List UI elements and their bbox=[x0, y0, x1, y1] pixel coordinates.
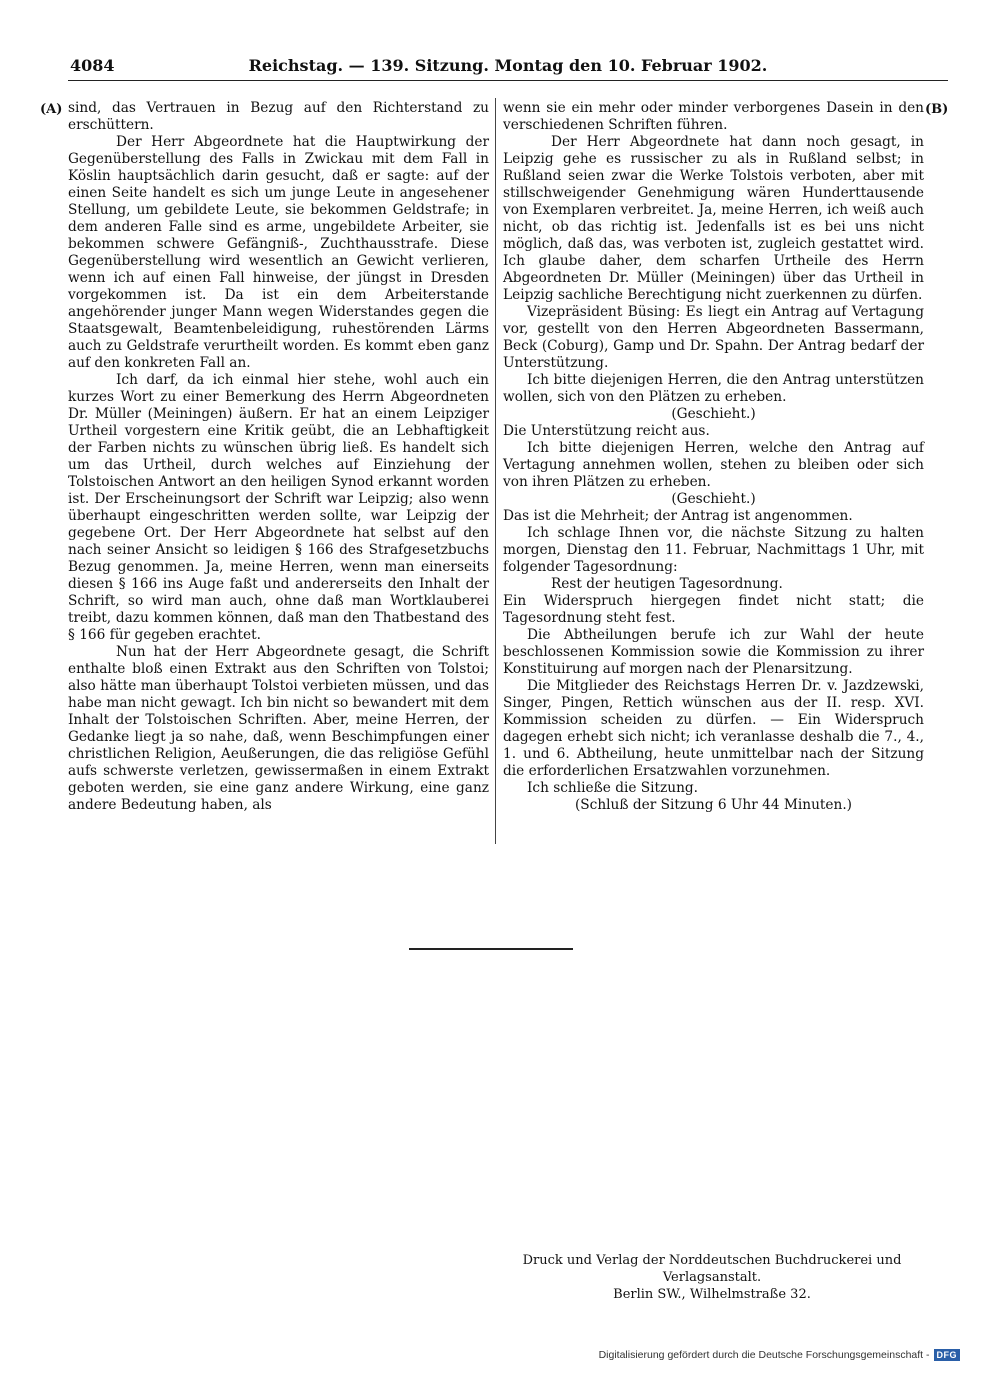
paragraph: Das ist die Mehrheit; der Antrag ist angenommen. bbox=[503, 508, 853, 524]
header-rule bbox=[68, 80, 948, 81]
digitization-credit bbox=[599, 1349, 960, 1361]
paragraph: Die Mitglieder des Reichstags Herren Dr. v. Jazdzewski, Singer, Pingen, Rettich wünschen aus der II. resp. XVI. Kommission scheiden zu dürfen. — Ein Widerspruch dagegen erhebt sich nicht; ich veranlasse deshalb die 7., 4., 1. und 6. Abtheilung, heute unmittelbar nach der Sitzung die erforderlichen Ersatzwahlen vorzunehmen. bbox=[503, 678, 924, 779]
paragraph: Die Abtheilungen berufe ich zur Wahl der heute beschlossenen Kommission sowie die Kommission zu ihrer Konstituirung auf morgen nach der Plenarsitzung. bbox=[503, 627, 924, 677]
paragraph: wenn sie ein mehr oder minder verborgenes Dasein in den verschiedenen Schriften führen. bbox=[503, 100, 924, 133]
paragraph: Der Herr Abgeordnete hat die Hauptwirkung der Gegenüberstellung des Falls in Zwickau mit dem Fall in Köslin hauptsächlich darin gesucht, daß er sagte: auf der einen Seite handelt es sich um junge Leute in angesehener Stellung, um gebildete Leute, sie bekommen Geldstrafe; in dem anderen Falle sind es arme, ungebildete Arbeiter, sie bekommen schwere Gefängniß-, Zuchthausstrafe. Diese Gegenüberstellung wird wesentlich an Gewicht verlieren, wenn ich auf einen Fall hinweise, der jüngst in Dresden vorgekommen ist. Da ist ein dem Arbeiterstande angehörender junger Mann wegen Widerstandes gegen die Staatsgewalt, Beamtenbeleidigung, ruhestörenden Lärms auch zu Geldstrafe verurtheilt worden. Es kommt eben ganz auf den konkreten Fall an. bbox=[68, 134, 489, 371]
paragraph: Ich bitte diejenigen Herren, die den Antrag unterstützen wollen, sich von den Plätzen zu erheben. bbox=[503, 372, 924, 405]
closing-note: (Schluß der Sitzung 6 Uhr 44 Minuten.) bbox=[574, 797, 853, 813]
credit-text: Digitalisierung gefördert durch die Deutsche Forschungsgemeinschaft - bbox=[598, 1349, 930, 1361]
running-title: Reichstag. — 139. Sitzung. Montag den 10. Februar 1902. bbox=[248, 56, 768, 75]
paragraph: Vizepräsident Büsing: Es liegt ein Antrag auf Vertagung vor, gestellt von den Herren Abgeordneten Bassermann, Beck (Coburg), Gamp und Dr. Spahn. Der Antrag bedarf der Unterstützung. bbox=[503, 304, 924, 371]
stage-direction: (Geschieht.) bbox=[671, 491, 756, 507]
end-rule bbox=[409, 948, 573, 950]
page-number: 4084 bbox=[70, 56, 115, 75]
paragraph: Nun hat der Herr Abgeordnete gesagt, die Schrift enthalte bloß einen Extrakt aus den Schriften von Tolstoi; also hätte man überhaupt Tolstoi verbieten müssen, und das habe man nicht gewagt. Ich bin nicht so bewandert mit dem Inhalt der Tolstoischen Schriften. Aber, meine Herren, der Gedanke liegt ja so nahe, daß, wenn Beschimpfungen einer christlichen Religion, Aeußerungen, die das religiöse Gefühl aufs schwerste verletzen, gewissermaßen in einem Extrakt geboten werden, sie eine ganz andere Wirkung, eine ganz andere Bedeutung haben, als bbox=[68, 644, 489, 813]
paragraph: Ich schließe die Sitzung. bbox=[527, 780, 698, 796]
paragraph: Ein Widerspruch hiergegen findet nicht statt; die Tagesordnung steht fest. bbox=[503, 593, 924, 626]
page-header bbox=[68, 56, 948, 78]
margin-marker-a: (A) bbox=[40, 102, 63, 117]
agenda-item: Rest der heutigen Tagesordnung. bbox=[551, 576, 783, 592]
imprint-line: Druck und Verlag der Norddeutschen Buchdruckerei und Verlagsanstalt. bbox=[522, 1253, 902, 1285]
dfg-logo: DFG bbox=[934, 1349, 961, 1361]
paragraph: Die Unterstützung reicht aus. bbox=[503, 423, 710, 439]
paragraph: sind, das Vertrauen in Bezug auf den Richterstand zu erschüttern. bbox=[68, 100, 489, 133]
stage-direction: (Geschieht.) bbox=[671, 406, 756, 422]
column-divider bbox=[495, 98, 496, 844]
imprint-line: Berlin SW., Wilhelmstraße 32. bbox=[613, 1287, 811, 1302]
paragraph: Ich bitte diejenigen Herren, welche den Antrag auf Vertagung annehmen wollen, stehen zu bleiben oder sich von ihren Plätzen zu erheben. bbox=[503, 440, 924, 490]
paragraph: Der Herr Abgeordnete hat dann noch gesagt, in Leipzig gehe es russischer zu als in Rußland selbst; in Rußland seien zwar die Werke Tolstois verboten, aber mit stillschweigender Genehmigung wären Hunderttausende von Exemplaren verbreitet. Ja, meine Herren, ich weiß auch nicht, ob das richtig ist. Jedenfalls ist es bei uns nicht möglich, daß das, was verboten ist, zugleich gestattet wird. Ich glaube daher, dem scharfen Urtheile des Herrn Abgeordneten Dr. Müller (Meiningen) über das Urtheil in Leipzig sachliche Berechtigung nicht zuerkennen zu dürfen. bbox=[503, 134, 924, 303]
paragraph: Ich schlage Ihnen vor, die nächste Sitzung zu halten morgen, Dienstag den 11. Februar, Nachmittags 1 Uhr, mit folgender Tagesordnung: bbox=[503, 525, 924, 575]
imprint bbox=[492, 1252, 932, 1303]
margin-marker-b: (B) bbox=[925, 102, 949, 117]
left-column bbox=[68, 100, 489, 814]
paragraph: Ich darf, da ich einmal hier stehe, wohl auch ein kurzes Wort zu einer Bemerkung des Herrn Abgeordneten Dr. Müller (Meiningen) äußern. Er hat an einem Leipziger Urtheil vorgestern eine Kritik geübt, die an Lebhaftigkeit der Farben nichts zu wünschen übrig ließ. Es handelt sich um das Urtheil, durch welches auf Einziehung der Tolstoischen Antwort an den heiligen Synod erkannt worden ist. Der Erscheinungsort der Schrift war Leipzig; also wenn überhaupt eingeschritten werden sollte, war Leipzig der gegebene Ort. Der Herr Abgeordnete hat selbst auf den nach seiner Ansicht so leidigen § 166 des Strafgesetzbuchs Bezug genommen. Ja, meine Herren, wenn man einerseits diesen § 166 ins Auge faßt und andererseits den Inhalt der Schrift, so wird man auch, ohne daß man Wortklauberei treibt, dazu kommen können, daß man den Thatbestand des § 166 für gegeben erachtet. bbox=[68, 372, 489, 643]
right-column bbox=[503, 100, 924, 814]
